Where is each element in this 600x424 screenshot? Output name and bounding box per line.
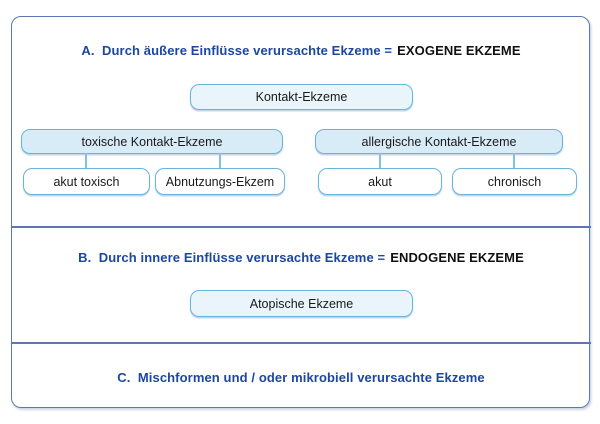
node-kontakt-ekzeme-label: Kontakt-Ekzeme xyxy=(255,90,348,104)
node-allergische-kontakt-ekzeme xyxy=(315,129,563,154)
node-toxische-label: toxische Kontakt-Ekzeme xyxy=(81,134,223,149)
connector-allergische-chronisch xyxy=(513,153,515,169)
section-b-heading-blue: B. Durch innere Einflüsse verursachte Ekzeme = xyxy=(78,250,386,265)
section-b-heading xyxy=(11,250,591,265)
node-allergische-label: allergische Kontakt-Ekzeme xyxy=(361,134,517,149)
section-c-heading-blue: C. Mischformen und / oder mikrobiell verursachte Ekzeme xyxy=(117,370,485,385)
node-akut-toxisch xyxy=(23,168,150,195)
node-akut-toxisch-label: akut toxisch xyxy=(53,174,120,189)
node-chronisch-label: chronisch xyxy=(487,174,542,189)
section-a-heading-blue: A. Durch äußere Einflüsse verursachte Ekzeme = xyxy=(81,43,393,58)
node-kontakt-ekzeme xyxy=(190,84,413,110)
section-b-heading-black: ENDOGENE EKZEME xyxy=(390,250,524,265)
outer-frame xyxy=(11,16,590,408)
section-c-heading xyxy=(11,370,591,385)
node-atopische-ekzeme-label: Atopische Ekzeme xyxy=(249,296,354,311)
node-atopische-ekzeme xyxy=(190,290,413,317)
node-toxische-kontakt-ekzeme xyxy=(21,129,283,154)
section-divider-a-b xyxy=(11,226,591,228)
section-a-heading xyxy=(11,43,591,58)
connector-allergische-akut xyxy=(379,153,381,169)
section-divider-b-c xyxy=(11,342,591,344)
node-akut xyxy=(318,168,442,195)
node-chronisch xyxy=(452,168,577,195)
connector-toxische-abnutzungs xyxy=(219,153,221,169)
node-abnutzungs-ekzem xyxy=(155,168,285,195)
section-a-heading-black: EXOGENE EKZEME xyxy=(397,43,521,58)
node-abnutzungs-ekzem-label: Abnutzungs-Ekzem xyxy=(165,174,275,189)
node-akut-label: akut xyxy=(368,174,392,189)
connector-toxische-akut-toxisch xyxy=(85,153,87,169)
